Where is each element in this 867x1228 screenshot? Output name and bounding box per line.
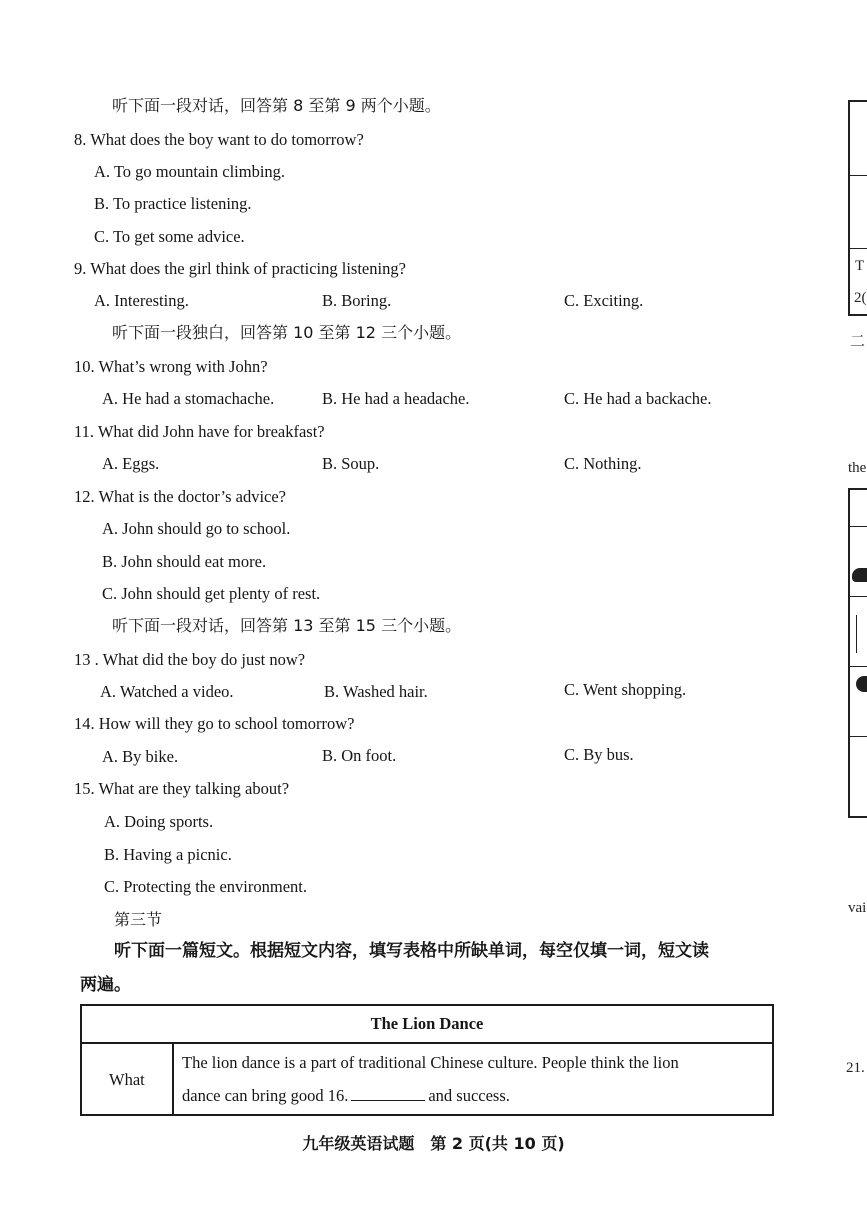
adjacent-text: 21.	[846, 1060, 865, 1076]
q10-option-b: B. He had a headache.	[322, 389, 470, 408]
q12-option-a: A. John should go to school.	[102, 519, 291, 538]
question-10: 10. What’s wrong with John?	[74, 357, 268, 376]
question-12: 12. What is the doctor’s advice?	[74, 487, 286, 506]
question-13: 13 . What did the boy do just now?	[74, 650, 306, 669]
lion-dance-table	[80, 1004, 774, 1116]
adjacent-text: vai	[848, 900, 867, 916]
part3-instructions-line1: 听下面一篇短文。根据短文内容，填写表格中所缺单词，每空仅填一词，短文读	[114, 941, 709, 961]
adjacent-page-rule	[848, 175, 867, 176]
adjacent-page-rule	[848, 314, 867, 316]
part3-title: 第三节	[114, 910, 163, 929]
q12-option-b: B. John should eat more.	[102, 552, 267, 571]
adjacent-page-border	[848, 488, 850, 818]
q8-option-b: B. To practice listening.	[94, 194, 252, 213]
answer-blank-16[interactable]	[351, 1086, 425, 1101]
q11-option-b: B. Soup.	[322, 454, 380, 473]
adjacent-page-rule	[848, 736, 867, 737]
adjacent-page-rule	[848, 666, 867, 667]
q15-option-a: A. Doing sports.	[104, 812, 214, 831]
adjacent-text: 2(	[854, 290, 867, 306]
q8-option-a: A. To go mountain climbing.	[94, 162, 286, 181]
q10-option-a: A. He had a stomachache.	[102, 389, 275, 408]
adjacent-page-border	[848, 100, 850, 315]
adjacent-text: 二	[850, 334, 866, 350]
q9-option-a: A. Interesting.	[94, 291, 189, 310]
table-column-divider	[172, 1042, 174, 1114]
adjacent-page-rule	[848, 100, 867, 102]
question-9: 9. What does the girl think of practicing listening?	[74, 259, 406, 278]
adjacent-page-rule	[848, 526, 867, 527]
adjacent-page-rule	[848, 596, 867, 597]
table-row-text-1: The lion dance is a part of traditional Chinese culture. People think the lion	[182, 1053, 679, 1072]
question-15: 15. What are they talking about?	[74, 779, 290, 798]
table-row-text-2a: dance can bring good 16.	[182, 1086, 349, 1105]
question-8: 8. What does the boy want to do tomorrow?	[74, 130, 364, 149]
q15-option-c: C. Protecting the environment.	[104, 877, 308, 896]
table-header-divider	[82, 1042, 772, 1044]
part3-instructions-line2: 两遍。	[80, 975, 131, 995]
q14-option-c: C. By bus.	[564, 745, 634, 764]
adjacent-page-rule	[848, 248, 867, 249]
q14-option-a: A. By bike.	[102, 747, 179, 766]
q10-option-c: C. He had a backache.	[564, 389, 712, 408]
question-11: 11. What did John have for breakfast?	[74, 422, 325, 441]
adjacent-page-rule	[848, 488, 867, 490]
adjacent-image-fragment	[856, 615, 857, 653]
table-row-text-2b: and success.	[428, 1086, 510, 1105]
adjacent-text: the	[848, 460, 867, 476]
adjacent-image-fragment	[856, 676, 867, 692]
table-title: The Lion Dance	[370, 1014, 484, 1033]
table-row-label: What	[109, 1070, 145, 1089]
q14-option-b: B. On foot.	[322, 746, 397, 765]
q13-option-c: C. Went shopping.	[564, 680, 687, 699]
q13-option-a: A. Watched a video.	[100, 682, 234, 701]
section-intro-2: 听下面一段独白，回答第 10 至第 12 三个小题。	[112, 323, 462, 342]
q11-option-c: C. Nothing.	[564, 454, 642, 473]
section-intro-3: 听下面一段对话，回答第 13 至第 15 三个小题。	[112, 616, 462, 635]
q11-option-a: A. Eggs.	[102, 454, 160, 473]
question-14: 14. How will they go to school tomorrow?	[74, 714, 355, 733]
adjacent-page-rule	[848, 816, 867, 818]
q8-option-c: C. To get some advice.	[94, 227, 245, 246]
page-footer: 九年级英语试题 第 2 页(共 10 页)	[302, 1134, 565, 1153]
q9-option-b: B. Boring.	[322, 291, 392, 310]
section-intro-1: 听下面一段对话，回答第 8 至第 9 两个小题。	[112, 96, 441, 115]
q12-option-c: C. John should get plenty of rest.	[102, 584, 321, 603]
q15-option-b: B. Having a picnic.	[104, 845, 232, 864]
q9-option-c: C. Exciting.	[564, 291, 644, 310]
table-row-text-2	[182, 1086, 510, 1106]
adjacent-image-fragment	[852, 568, 867, 582]
adjacent-text: T	[855, 258, 865, 274]
q13-option-b: B. Washed hair.	[324, 682, 428, 701]
